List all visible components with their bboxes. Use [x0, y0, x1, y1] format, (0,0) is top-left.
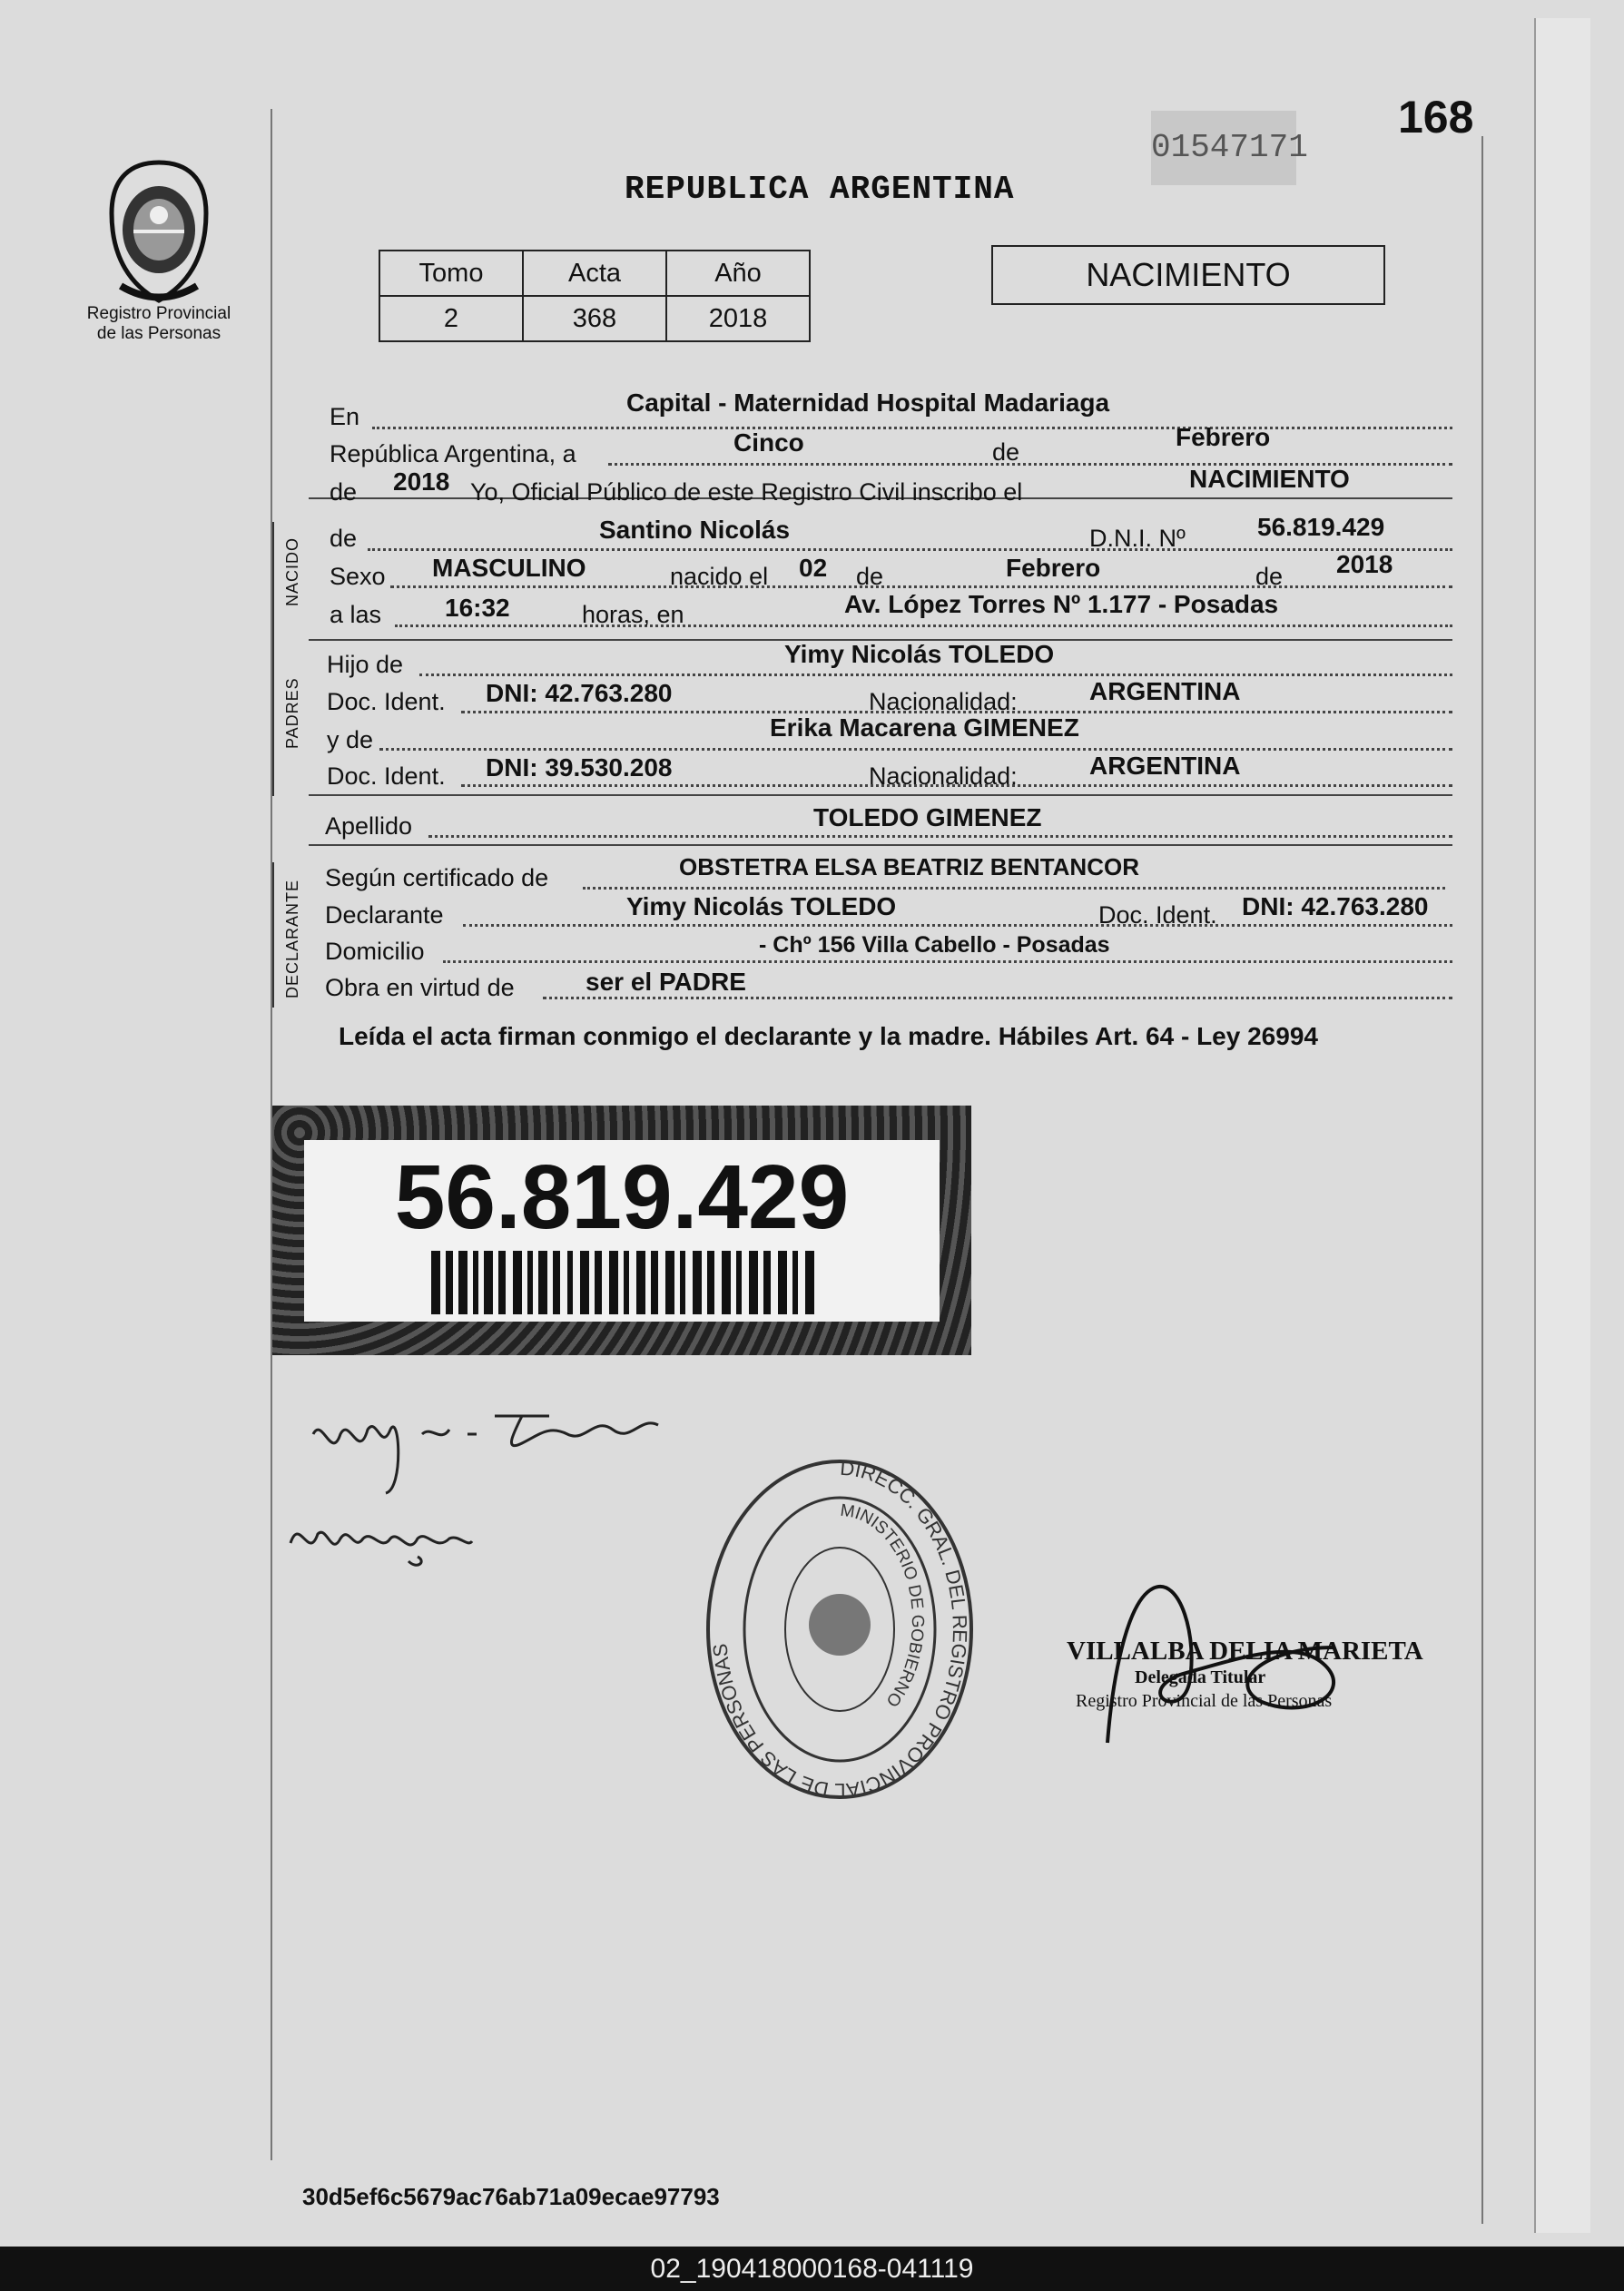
value-acta: 368: [523, 296, 666, 341]
field-month: Febrero: [1176, 423, 1271, 451]
value-tomo: 2: [379, 296, 523, 341]
value-ano: 2018: [666, 296, 810, 341]
label-domicilio: Domicilio: [325, 938, 425, 965]
registrar-office: Registro Provincial de las Personas: [1076, 1691, 1333, 1711]
form-right-rule: [1481, 136, 1483, 2224]
record-type-box: NACIMIENTO: [991, 245, 1385, 305]
barcode-dni-number: 56.819.429: [394, 1146, 850, 1248]
label-a-las: a las: [330, 601, 382, 628]
dotted-line: [443, 960, 1452, 963]
dni-barcode-label: [272, 1106, 971, 1355]
dotted-line: [463, 924, 1452, 927]
field-capacity: ser el PADRE: [586, 968, 746, 996]
label-apellido: Apellido: [325, 812, 413, 840]
field-father-name: Yimy Nicolás TOLEDO: [784, 640, 1055, 668]
field-birth-day: 02: [799, 554, 828, 582]
label-nacido-el: nacido el: [670, 563, 769, 590]
label-de-name: de: [330, 525, 358, 552]
country-title: REPUBLICA ARGENTINA: [625, 171, 1015, 208]
header-tomo: Tomo: [379, 251, 523, 296]
official-seal: [699, 1448, 980, 1802]
sheet-edge: [1534, 18, 1590, 2233]
label-nacionalidad2: Nacionalidad:: [869, 762, 1018, 790]
divider-4: [309, 844, 1452, 846]
label-hijo-de: Hijo de: [327, 651, 404, 678]
province-logo: [73, 159, 245, 344]
field-father-nat: ARGENTINA: [1089, 677, 1241, 705]
label-de3: de: [1255, 563, 1284, 590]
dotted-line: [583, 887, 1445, 890]
label-horas-en: horas, en: [582, 601, 684, 628]
field-surname: TOLEDO GIMENEZ: [813, 803, 1042, 831]
field-mother-nat: ARGENTINA: [1089, 752, 1241, 780]
declarante-bracket: [272, 862, 274, 1008]
label-declarante: Declarante: [325, 901, 444, 929]
dotted-line: [368, 548, 1452, 551]
label-dni: D.N.I. Nº: [1089, 525, 1186, 552]
label-y-de: y de: [327, 726, 374, 753]
dotted-line: [419, 674, 1452, 676]
label-doc-ident2: Doc. Ident.: [327, 762, 446, 790]
legal-note: Leída el acta firman conmigo el declarante y la madre. Hábiles Art. 64 - Ley 26994: [339, 1022, 1318, 1050]
registry-name-line2: de las Personas: [96, 324, 221, 343]
field-sex: MASCULINO: [432, 554, 586, 582]
dotted-line: [379, 748, 1452, 751]
seal-inner-text: MINISTERIO DE GOBIERNO: [839, 1500, 927, 1711]
field-birth-year: 2018: [1336, 550, 1393, 578]
dotted-line: [543, 997, 1452, 999]
nacido-bracket: [272, 522, 274, 649]
field-child-name: Santino Nicolás: [599, 516, 791, 544]
field-year: 2018: [393, 467, 450, 496]
seal-outer-text: DIRECC. GRAL. DEL REGISTRO PROVINCIAL DE LAS PERSONAS: [708, 1456, 972, 1802]
field-event: NACIMIENTO: [1189, 465, 1350, 493]
father-signature: [295, 1380, 676, 1498]
barcode-panel: [304, 1140, 940, 1322]
registrar-name: VILLALBA DELIA MARIETA: [1067, 1637, 1423, 1666]
padres-bracket: [272, 646, 274, 796]
scan-id-bar: 02_190418000168-041119: [0, 2247, 1624, 2291]
field-mother-name: Erika Macarena GIMENEZ: [770, 713, 1079, 742]
label-obra: Obra en virtud de: [325, 974, 515, 1001]
field-declarant: Yimy Nicolás TOLEDO: [626, 892, 897, 920]
label-sexo: Sexo: [330, 563, 386, 590]
mother-signature: [281, 1507, 481, 1579]
serial-number: 01547171: [1151, 111, 1296, 185]
label-yo: Yo, Oficial Público de este Registro Civil inscribo el: [470, 478, 1023, 506]
dotted-line: [390, 585, 1452, 588]
label-de2: de: [856, 563, 884, 590]
label-nacionalidad: Nacionalidad:: [869, 688, 1018, 715]
field-address: - Chº 156 Villa Cabello - Posadas: [759, 932, 1110, 958]
dotted-line: [428, 835, 1452, 838]
label-year-prefix: de: [330, 478, 358, 506]
field-declarant-doc: DNI: 42.763.280: [1242, 892, 1429, 920]
section-nacido: NACIDO: [283, 536, 301, 606]
record-table-header: [379, 251, 810, 296]
field-child-dni: 56.819.429: [1257, 513, 1385, 541]
field-mother-doc: DNI: 39.530.208: [486, 753, 673, 782]
dotted-line: [372, 427, 1452, 429]
seal-crest-icon: [809, 1594, 871, 1656]
label-doc-ident3: Doc. Ident.: [1098, 901, 1217, 929]
field-place: Capital - Maternidad Hospital Madariaga: [626, 388, 1110, 417]
field-certificate: OBSTETRA ELSA BEATRIZ BENTANCOR: [679, 853, 1139, 880]
label-republica: República Argentina, a: [330, 440, 576, 467]
divider-3: [309, 794, 1452, 796]
field-day: Cinco: [733, 428, 804, 457]
registry-name-line1: Registro Provincial: [86, 304, 231, 323]
label-doc-ident: Doc. Ident.: [327, 688, 446, 715]
header-acta: Acta: [523, 251, 666, 296]
barcode-icon: [431, 1251, 822, 1314]
dotted-line: [395, 624, 1452, 627]
page-number: 168: [1398, 92, 1474, 143]
label-en: En: [330, 403, 360, 430]
registrar-title: Delegada Titular: [1135, 1667, 1266, 1687]
label-de: de: [992, 438, 1020, 466]
record-table-values: [379, 296, 810, 341]
misiones-crest-icon: [95, 159, 222, 304]
header-ano: Año: [666, 251, 810, 296]
document-hash: 30d5ef6c5679ac76ab71a09ecae97793: [302, 2183, 720, 2210]
field-birth-time: 16:32: [445, 594, 510, 622]
label-segun: Según certificado de: [325, 864, 549, 891]
field-father-doc: DNI: 42.763.280: [486, 679, 673, 707]
field-birth-month: Febrero: [1006, 554, 1101, 582]
section-padres: PADRES: [283, 677, 301, 749]
record-table: [379, 250, 811, 342]
field-birth-place: Av. López Torres Nº 1.177 - Posadas: [844, 590, 1279, 618]
section-declarante: DECLARANTE: [283, 879, 301, 998]
